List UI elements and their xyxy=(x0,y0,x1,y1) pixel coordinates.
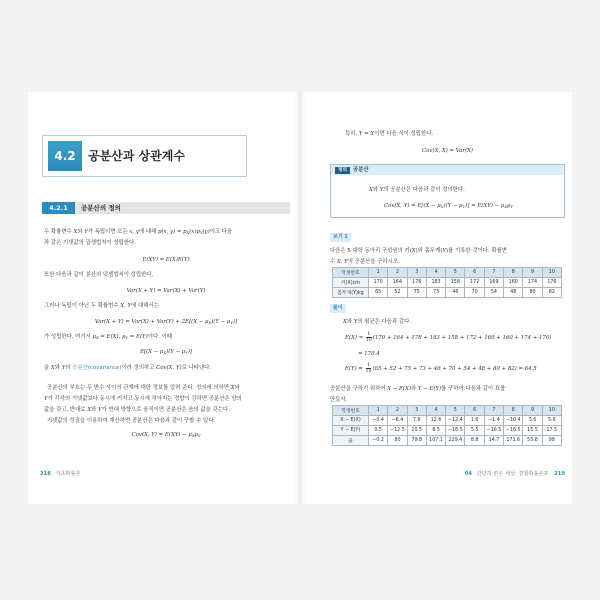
math-expression: Cov(X, Y) = E(XY) − μ xyxy=(131,432,192,438)
math-expression: Y xyxy=(379,187,384,193)
table-cell: 17.5 xyxy=(542,426,561,436)
definition-text xyxy=(369,186,465,194)
example-line xyxy=(330,247,507,255)
math-expression: Var(X + Y) = Var(X) + Var(Y) + 2E[(X − μ xyxy=(94,319,209,325)
formula-variance-sum xyxy=(44,287,288,295)
text-run: 공분산을 구하기 위하여 xyxy=(330,386,388,392)
formula-mean-x xyxy=(345,332,551,344)
table-cell: −16.5 xyxy=(504,426,523,436)
table-cell: 174 xyxy=(523,278,542,288)
subscript: Y xyxy=(462,204,466,209)
table-header-cell: 6 xyxy=(465,406,484,416)
math-expression: X, Y xyxy=(120,303,132,309)
table-header-row xyxy=(333,268,562,278)
table-cell: 54 xyxy=(484,288,503,298)
subscript: X xyxy=(163,350,167,355)
math-expression: )(Y − μ xyxy=(166,349,186,355)
table-cell: 15.5 xyxy=(523,426,542,436)
table-cell: 107.1 xyxy=(426,436,445,446)
table-cell: 73 xyxy=(426,288,445,298)
text-run: 로 나타낸다. xyxy=(181,365,212,371)
table-cell: 169 xyxy=(484,278,503,288)
table-cell: −18.5 xyxy=(446,426,465,436)
math-expression: E(X) = xyxy=(345,335,365,341)
math-expression: = E(X), μ xyxy=(98,334,126,340)
page-footer xyxy=(465,470,565,478)
formula-covariance-term xyxy=(44,348,288,356)
text-run: 와 xyxy=(77,229,85,235)
definition-header xyxy=(331,165,564,175)
text-run: 기댓값의 성질을 이용하여 계산하면 공분산은 다음과 같이 구할 수 있다. xyxy=(47,418,216,424)
body-line xyxy=(44,333,172,341)
table-cell: 160 xyxy=(504,278,523,288)
fraction xyxy=(366,332,372,343)
table-header-cell: 9 xyxy=(523,268,542,278)
text-run: )를 기록한 것이다. 확률변 xyxy=(445,248,507,254)
table-cell: 80 xyxy=(388,436,407,446)
table-header-cell: 8 xyxy=(504,268,523,278)
table-header-cell: 학생번호 xyxy=(333,406,369,416)
table-cell: 8.8 xyxy=(465,436,484,446)
formula-cov-self xyxy=(330,147,565,155)
math-expression: Y xyxy=(61,365,66,371)
table-header-cell: 5 xyxy=(446,406,465,416)
table-cell: 98 xyxy=(542,436,561,446)
body-line xyxy=(345,130,433,138)
math-expression: (x)p xyxy=(189,229,200,235)
definition-box xyxy=(330,164,565,218)
text-run: 을 xyxy=(44,365,51,371)
subscript: X xyxy=(191,433,195,438)
table-cell: 3.6 xyxy=(523,416,542,426)
body-line xyxy=(44,239,136,247)
table-cell: 5.5 xyxy=(465,426,484,436)
math-expression: Y xyxy=(98,407,102,413)
math-expression: X, Y xyxy=(336,259,348,265)
math-expression: x, y xyxy=(129,229,139,235)
example-line xyxy=(330,258,400,266)
table-header-cell: 5 xyxy=(446,268,465,278)
table-cell: 48 xyxy=(504,288,523,298)
math-expression: p(x, y) = p xyxy=(157,229,187,235)
text-run: 에 대해서는 xyxy=(131,303,159,309)
section-title: 공분산과 상관계수 xyxy=(88,149,185,163)
table-cell: 1.6 xyxy=(465,416,484,426)
subscript: Y xyxy=(185,350,188,355)
table-row xyxy=(333,416,562,426)
text-run: 의 평균은 다음과 같다. xyxy=(357,319,412,325)
math-expression: X − E(X) xyxy=(387,386,411,392)
text-run: 특히, xyxy=(345,131,359,137)
math-expression: Var(X + Y) = Var(X) + Var(Y) xyxy=(126,288,206,294)
table-cell: 170 xyxy=(369,278,388,288)
math-expression: = 170.4 xyxy=(358,351,380,357)
table-cell: 12.6 xyxy=(426,416,445,426)
row-label-cell: Y − E(Y) xyxy=(333,426,369,436)
table-row xyxy=(333,426,562,436)
table-cell: 0.5 xyxy=(369,426,388,436)
text-run: 와 xyxy=(91,407,99,413)
highlighted-term: 공분산(covariance) xyxy=(72,365,122,371)
table-cell: 79.8 xyxy=(407,436,426,446)
table-header-cell: 7 xyxy=(484,406,503,416)
row-label-cell: 몸무게(Y)kg xyxy=(333,288,369,298)
subsection-header xyxy=(42,202,290,214)
table-row xyxy=(333,278,562,288)
math-expression: )(Y − μ xyxy=(211,319,231,325)
text-run: 와 xyxy=(372,187,380,193)
math-expression: E[(X − μ xyxy=(139,349,164,355)
table-header-cell: 1 xyxy=(369,268,388,278)
table-cell: 158 xyxy=(446,278,465,288)
table-cell: 52 xyxy=(388,288,407,298)
chapter-number: 04 xyxy=(464,471,472,477)
definition-formula xyxy=(331,202,566,210)
formula-variance-general xyxy=(44,318,288,326)
deviation-table xyxy=(332,405,562,446)
table-header-cell: 10 xyxy=(542,268,561,278)
math-expression: X xyxy=(369,187,373,193)
page-number: 219 xyxy=(554,471,565,477)
table-header-cell: 10 xyxy=(542,406,561,416)
text-run: 이고 다음 xyxy=(209,229,233,235)
row-label-cell: 키(X)cm xyxy=(333,278,369,288)
formula-product-rule xyxy=(44,256,288,264)
page-number: 218 xyxy=(40,471,51,477)
table-header-cell: 4 xyxy=(426,406,445,416)
subscript: Y xyxy=(510,204,514,209)
body-line xyxy=(44,302,159,310)
body-line xyxy=(44,395,242,403)
subscript: X xyxy=(96,335,99,340)
subscript: X xyxy=(186,230,190,235)
text-run: 다음은 5 대학 동아리 구성원의 키( xyxy=(330,248,412,254)
text-run: 가 성립한다. 여기서 xyxy=(44,334,93,340)
math-expression: (65 + 52 + 75 + 73 + 46 + 70 + 54 + 48 + 80 + 82) = 64.5 xyxy=(372,366,537,372)
text-run: )와 몸무게( xyxy=(415,248,443,254)
denominator: 10 xyxy=(365,369,372,374)
fraction xyxy=(366,363,372,374)
table-cell: 80 xyxy=(523,288,542,298)
math-expression: Y xyxy=(442,248,446,254)
table-header-cell: 3 xyxy=(407,268,426,278)
table-cell: −1.4 xyxy=(484,416,503,426)
body-line xyxy=(44,271,153,279)
subscript: X xyxy=(440,204,444,209)
denominator: 10 xyxy=(365,338,372,343)
text-run: 수 xyxy=(330,259,337,265)
text-run: 를 구하여 다음과 같이 표를 xyxy=(441,386,506,392)
math-expression: (y) xyxy=(202,229,210,235)
definition-title: 공분산 xyxy=(353,167,369,173)
table-cell: −10.5 xyxy=(484,426,503,436)
body-line xyxy=(47,417,215,425)
math-expression: μ xyxy=(507,203,511,209)
right-page xyxy=(300,92,572,504)
text-run: 또한 다음과 같이 분산의 덧셈법칙이 성립한다. xyxy=(44,272,154,278)
table-row xyxy=(333,436,562,446)
table-cell: 172 xyxy=(465,278,484,288)
formula-mean-x-result xyxy=(358,350,380,358)
math-expression: E(XY) = E(X)E(Y) xyxy=(142,257,190,263)
subsection-title: 공분산의 정의 xyxy=(81,204,121,212)
text-run: 의 xyxy=(65,365,73,371)
math-expression: Y xyxy=(44,396,48,402)
table-cell: 8.5 xyxy=(426,426,445,436)
body-line xyxy=(44,364,211,372)
body-line xyxy=(44,228,232,236)
table-cell: 176 xyxy=(542,278,561,288)
table-header-cell: 7 xyxy=(484,268,503,278)
math-expression: Y − E(Y) xyxy=(417,386,442,392)
row-label-cell: X − E(X) xyxy=(333,416,369,426)
math-expression: Cov(X, Y) = E[(X − μ xyxy=(383,203,441,209)
table-cell: 75 xyxy=(407,288,426,298)
definition-tag: 정의 xyxy=(335,167,350,174)
subscript: X xyxy=(208,320,212,325)
table-cell: 229.4 xyxy=(446,436,465,446)
math-expression: Y xyxy=(84,229,88,235)
text-run: 이라 정의하고 xyxy=(121,365,157,371)
table-cell: 5.6 xyxy=(542,416,561,426)
table-header-cell: 6 xyxy=(465,268,484,278)
solution-tag: 풀이 xyxy=(330,304,346,313)
section-number: 4.2 xyxy=(48,141,82,171)
subscript: Y xyxy=(125,335,129,340)
math-expression: X xyxy=(87,407,92,413)
example-tag: 보기 1 xyxy=(330,233,351,242)
table-cell: 183 xyxy=(426,278,445,288)
text-run: 가 각각의 기댓값보다 동시에 커지고 동시에 작아지는 경향이 강하면 공분산은 양의 xyxy=(47,396,242,402)
math-expression: (170 + 164 + 178 + 183 + 158 + 172 + 169 + 160 + 174 + 176) xyxy=(372,335,552,341)
numerator: 1 xyxy=(367,332,371,337)
math-expression: X xyxy=(343,319,347,325)
left-page xyxy=(28,92,300,504)
table-cell: 178 xyxy=(407,278,426,288)
solution-line xyxy=(330,396,347,404)
table-cell: 14.7 xyxy=(484,436,503,446)
book-title: 기초확률론 xyxy=(55,471,81,477)
math-expression: )] xyxy=(232,319,238,325)
text-run: 두 확률변수 xyxy=(44,229,74,235)
row-label-cell: 곱 xyxy=(333,436,369,446)
section-header xyxy=(42,135,247,177)
body-line xyxy=(44,406,230,414)
math-expression: Cov(X, Y) xyxy=(156,365,182,371)
table-cell: −12.5 xyxy=(388,426,407,436)
subscript: Y xyxy=(199,230,203,235)
table-header-cell: 1 xyxy=(369,406,388,416)
text-run: 만들자. xyxy=(330,397,348,403)
table-header-cell: 3 xyxy=(407,406,426,416)
math-expression: μ xyxy=(92,334,97,340)
text-run: 와 xyxy=(234,385,240,391)
math-expression: E(Y) = xyxy=(345,366,365,372)
subsection-number: 4.2.1 xyxy=(42,202,75,214)
table-cell: −10.4 xyxy=(504,416,523,426)
text-run: 공분산의 부호는 두 변수 사이의 관계에 대한 정보를 알려 준다. 정의에 의하면 xyxy=(47,385,231,391)
page-footer xyxy=(40,470,81,478)
formula-covariance-shortcut xyxy=(44,431,288,439)
math-expression: )(Y − μ xyxy=(443,203,463,209)
math-expression: Y xyxy=(353,319,358,325)
math-expression: )] xyxy=(187,349,193,355)
math-expression: Y = X xyxy=(358,131,375,137)
solution-line xyxy=(343,318,411,326)
table-header-cell: 2 xyxy=(388,268,407,278)
table-cell: 164 xyxy=(388,278,407,288)
text-run: 에 대해 xyxy=(138,229,158,235)
math-expression: = E(Y) xyxy=(128,334,148,340)
table-header-cell: 9 xyxy=(523,406,542,416)
table-cell: 10.5 xyxy=(407,426,426,436)
numerator: 1 xyxy=(367,363,371,368)
chapter-title: 간단히 얽은 세상: 결합확률분포 xyxy=(476,471,549,477)
body-line xyxy=(47,384,240,392)
subscript: Y xyxy=(198,433,201,438)
text-run: 와 xyxy=(410,386,418,392)
table-header-cell: 4 xyxy=(426,268,445,278)
table-header-row xyxy=(333,406,562,416)
text-run: 그러나 독립이 아닌 두 확률변수 xyxy=(44,303,121,309)
math-expression: )] = E(XY) − μ xyxy=(465,203,505,209)
solution-line xyxy=(330,385,505,393)
subscript: X xyxy=(504,204,508,209)
math-expression: X xyxy=(230,385,235,391)
height-weight-table xyxy=(332,267,562,298)
table-cell: −0.4 xyxy=(369,416,388,426)
table-cell: −12.4 xyxy=(446,416,465,426)
table-cell: 46 xyxy=(446,288,465,298)
table-cell: 171.6 xyxy=(504,436,523,446)
text-run: 값을 갖고, 반대로 xyxy=(44,407,88,413)
table-header-cell: 2 xyxy=(388,406,407,416)
text-run: 과 같은 기댓값의 곱셈법칙이 성립한다. xyxy=(44,240,136,246)
table-cell: 70 xyxy=(465,288,484,298)
text-run: 의 공분산은 다음과 같이 정의한다. xyxy=(383,187,465,193)
text-run: 의 공분산을 구하시오. xyxy=(347,259,400,265)
table-row xyxy=(333,288,562,298)
math-expression: X xyxy=(73,229,78,235)
table-cell: −0.2 xyxy=(369,436,388,446)
table-cell: 7.6 xyxy=(407,416,426,426)
text-run: 이면 다음 식이 성립한다. xyxy=(374,131,434,137)
text-run: 가 반대 방향으로 움직이면 공분산은 음의 값을 갖는다. xyxy=(101,407,230,413)
text-run: 와 xyxy=(54,365,62,371)
table-header-cell: 8 xyxy=(504,406,523,416)
table-cell: 82 xyxy=(542,288,561,298)
table-cell: −6.4 xyxy=(388,416,407,426)
text-run: 가 독립이면 모든 xyxy=(87,229,130,235)
formula-mean-y xyxy=(345,363,537,375)
math-expression: μ xyxy=(194,432,199,438)
text-run: 와 xyxy=(346,319,354,325)
table-header-cell: 학생번호 xyxy=(333,268,369,278)
text-run: 이다. 이때 xyxy=(147,334,172,340)
subscript: Y xyxy=(230,320,233,325)
math-expression: X xyxy=(50,365,55,371)
table-cell: 55.8 xyxy=(523,436,542,446)
math-expression: X xyxy=(411,248,416,254)
math-expression: Cov(X, X) = Var(X) xyxy=(422,148,473,154)
table-cell: 65 xyxy=(369,288,388,298)
